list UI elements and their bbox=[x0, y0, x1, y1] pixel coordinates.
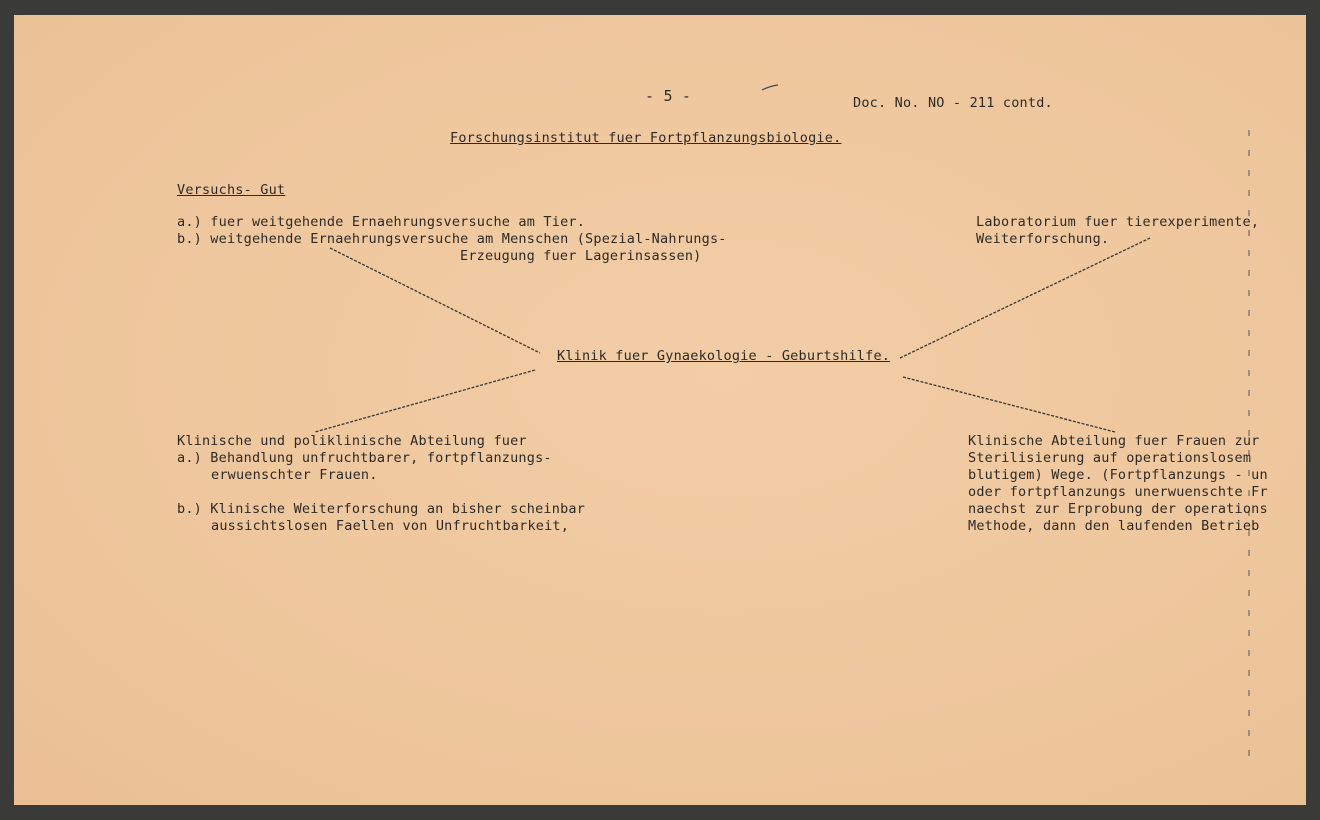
poliklinik-item-a: a.) Behandlung unfruchtbarer, fortpflanzungs- bbox=[177, 450, 552, 466]
laboratorium-line-2: Weiterforschung. bbox=[976, 231, 1110, 247]
versuchs-gut-item-b-cont: Erzeugung fuer Lagerinsassen) bbox=[460, 248, 702, 264]
sterilisierung-line-4: oder fortpflanzungs unerwuenschte Fr bbox=[968, 484, 1268, 500]
connector-bottom-right bbox=[903, 377, 1115, 432]
sterilisierung-line-6: Methode, dann den laufenden Betrieb bbox=[968, 518, 1260, 534]
versuchs-gut-heading: Versuchs- Gut bbox=[177, 182, 286, 198]
connector-bottom-left bbox=[315, 370, 535, 432]
connector-top-right bbox=[900, 238, 1150, 358]
document-number: Doc. No. NO - 211 contd. bbox=[853, 95, 1053, 111]
poliklinik-item-b: b.) Klinische Weiterforschung an bisher scheinbar bbox=[177, 501, 586, 517]
laboratorium-line-1: Laboratorium fuer tierexperimente, bbox=[976, 214, 1260, 230]
center-klinik-label: Klinik fuer Gynaekologie - Geburtshilfe. bbox=[557, 348, 891, 364]
sterilisierung-line-3: blutigem) Wege. (Fortpflanzungs - un bbox=[968, 467, 1268, 483]
poliklinik-item-a-cont: erwuenschter Frauen. bbox=[211, 467, 378, 483]
sterilisierung-line-1: Klinische Abteilung fuer Frauen zur bbox=[968, 433, 1260, 449]
pencil-mark bbox=[762, 85, 778, 90]
document-title: Forschungsinstitut fuer Fortpflanzungsbiologie. bbox=[450, 130, 842, 146]
poliklinik-line-1: Klinische und poliklinische Abteilung fuer bbox=[177, 433, 527, 449]
page-number: - 5 - bbox=[645, 87, 692, 105]
versuchs-gut-item-b: b.) weitgehende Ernaehrungsversuche am Menschen (Spezial-Nahrungs- bbox=[177, 231, 727, 247]
sterilisierung-line-5: naechst zur Erprobung der operations bbox=[968, 501, 1268, 517]
versuchs-gut-item-a: a.) fuer weitgehende Ernaehrungsversuche am Tier. bbox=[177, 214, 586, 230]
poliklinik-item-b-cont: aussichtslosen Faellen von Unfruchtbarkeit, bbox=[211, 518, 570, 534]
sterilisierung-line-2: Sterilisierung auf operationslosem bbox=[968, 450, 1252, 466]
